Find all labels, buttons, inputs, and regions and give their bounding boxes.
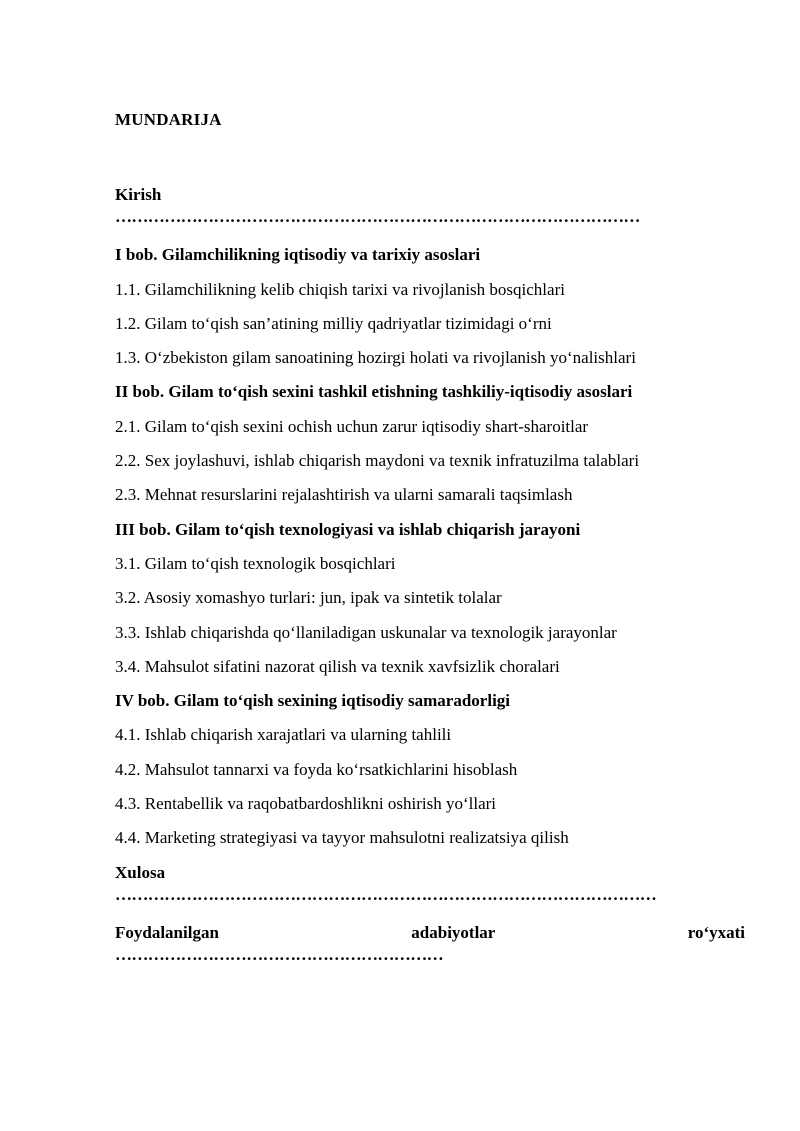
toc-section-3-1: 3.1. Gilam to‘qish texnologik bosqichlari xyxy=(115,553,396,573)
toc-section-3-3: 3.3. Ishlab chiqarishda qo‘llaniladigan uskunalar va texnologik jarayonlar xyxy=(115,622,617,642)
toc-section-2-1: 2.1. Gilam to‘qish sexini ochish uchun zarur iqtisodiy shart-sharoitlar xyxy=(115,416,589,436)
toc-section-4-4: 4.4. Marketing strategiyasi va tayyor mahsulotni realizatsiya qilish xyxy=(115,828,569,848)
toc-chapter-2-heading: II bob. Gilam to‘qish sexini tashkil etishning tashkiliy-iqtisodiy asoslari xyxy=(115,382,633,402)
toc-section-4-3: 4.3. Rentabellik va raqobatbardoshlikni oshirish yo‘llari xyxy=(115,794,497,814)
toc-section-4-2: 4.2. Mahsulot tannarxi va foyda ko‘rsatkichlarini hisoblash xyxy=(115,759,518,779)
toc-intro-label: Kirish xyxy=(115,185,162,204)
toc-section-1-3: 1.3. O‘zbekiston gilam sanoatining hozirgi holati va rivojlanish yo‘nalishlari xyxy=(115,348,636,368)
toc-section-1-2: 1.2. Gilam to‘qish san’atining milliy qadriyatlar tizimidagi o‘rni xyxy=(115,313,552,333)
toc-intro-dots: …………………………………………………………………………………… xyxy=(115,207,640,227)
toc-conclusion-dots: ……………………………………………………………………………………… xyxy=(115,884,657,904)
toc-references-dots: …………………………………………………… xyxy=(115,945,444,965)
toc-section-4-1: 4.1. Ishlab chiqarish xarajatlari va ularning tahlili xyxy=(115,725,452,745)
toc-references-word-3: ro‘yxati xyxy=(687,922,745,942)
toc-references-word-2: adabiyotlar xyxy=(411,922,496,942)
toc-section-2-2: 2.2. Sex joylashuvi, ishlab chiqarish maydoni va texnik infratuzilma talablari xyxy=(115,451,640,471)
page-title: MUNDARIJA xyxy=(115,110,222,129)
toc-chapter-3-heading: III bob. Gilam to‘qish texnologiyasi va ishlab chiqarish jarayoni xyxy=(115,519,581,539)
toc-section-1-1: 1.1. Gilamchilikning kelib chiqish tarixi va rivojlanish bosqichlari xyxy=(115,279,565,299)
table-of-contents xyxy=(115,178,745,976)
document-page xyxy=(115,0,745,1131)
toc-chapter-1-heading: I bob. Gilamchilikning iqtisodiy va tarixiy asoslari xyxy=(115,245,481,265)
toc-section-2-3: 2.3. Mehnat resurslarini rejalashtirish va ularni samarali taqsimlash xyxy=(115,485,573,505)
toc-references-word-1: Foydalanilgan xyxy=(115,922,219,942)
toc-conclusion-label: Xulosa xyxy=(115,862,166,882)
toc-chapter-4-heading: IV bob. Gilam to‘qish sexining iqtisodiy samaradorligi xyxy=(115,691,511,711)
toc-section-3-2: 3.2. Asosiy xomashyo turlari: jun, ipak va sintetik tolalar xyxy=(115,588,502,608)
toc-section-3-4: 3.4. Mahsulot sifatini nazorat qilish va texnik xavfsizlik choralari xyxy=(115,656,560,676)
